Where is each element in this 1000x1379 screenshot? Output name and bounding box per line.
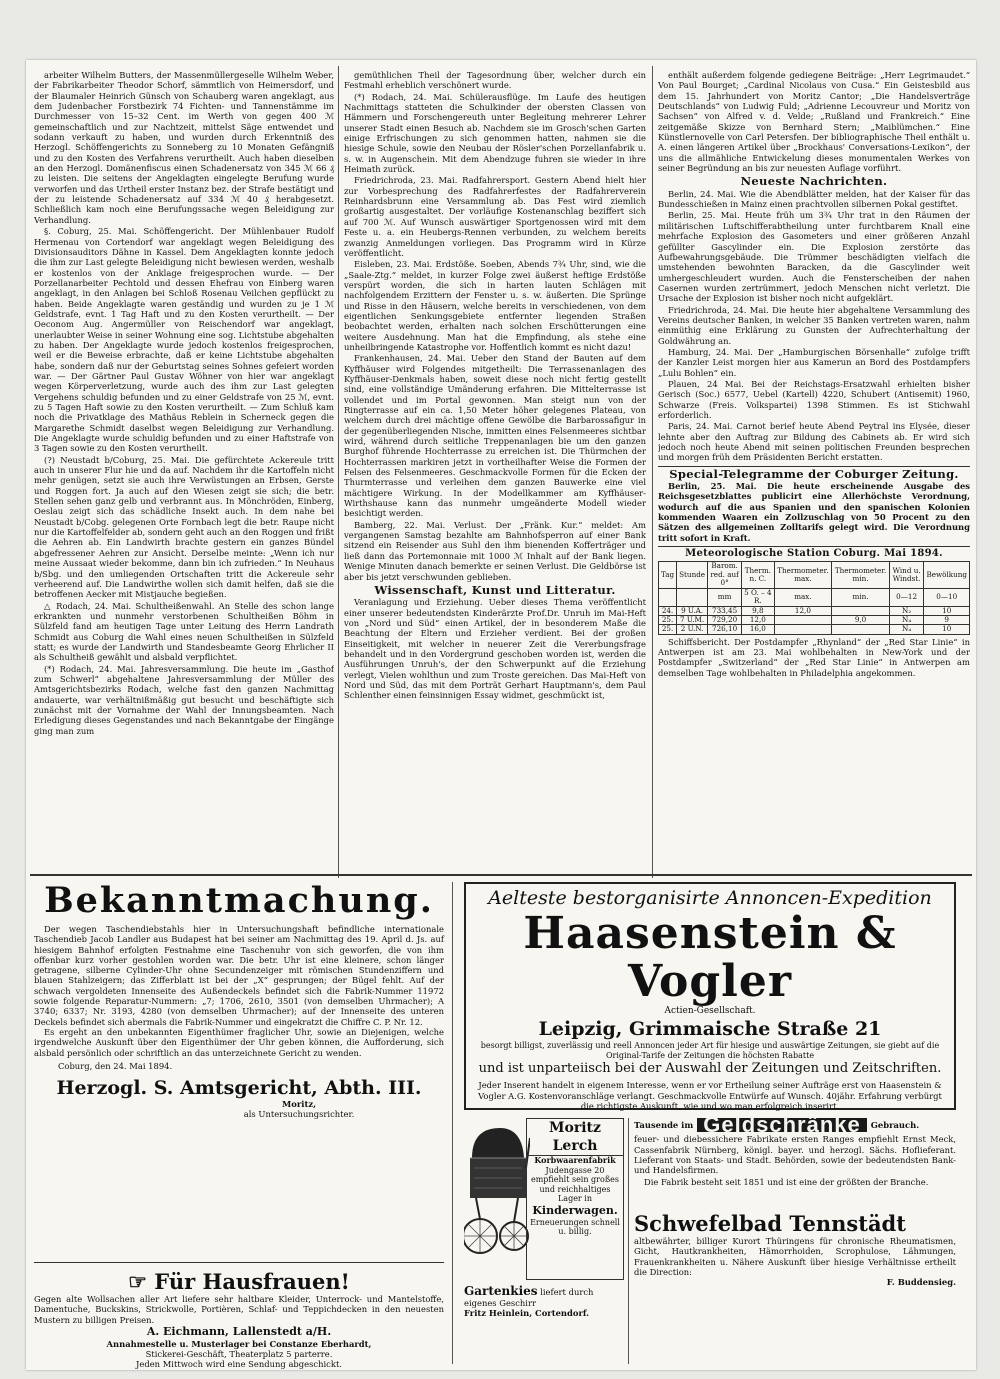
column-2 <box>344 70 646 870</box>
ad-line: Kinderwagen. <box>532 1203 618 1217</box>
table-header: Stunde <box>677 562 708 588</box>
column-3 <box>658 70 970 878</box>
table-cell <box>832 625 890 634</box>
table-cell: 9,0 <box>832 615 890 624</box>
ad-schwefelbad <box>634 1212 956 1352</box>
news-item: Plauen, 24 Mai. Bei der Reichstags-Ersatzwahl erhielten bisher Gerisch (Soc.) 6577, Uebel (Kartell) 4220, Schubert (Antisemit) 1960, Schwarze (Freis. Volkspartei) 1398 Stimmen. Es ist Stichwahl erforderlich. <box>658 378 970 420</box>
table-cell: 24. <box>659 606 677 615</box>
table-cell: 12,0 <box>774 606 832 615</box>
table-header: Thermometer. max. <box>774 562 832 588</box>
table-cell <box>832 606 890 615</box>
ad-signer: Moritz, <box>282 1099 316 1110</box>
table-row <box>659 615 970 624</box>
news-item: Paris, 24. Mai. Carnot berief heute Abend Peytral ins Elysée, dieser lehnte aber den Auftrag zur Bildung des Cabinets ab. Er wird sich jedoch noch heute Abend mit seinen politischen Freunden besprechen und morgen früh dem Präsidenten Bericht erstatten. <box>658 421 970 463</box>
ad-divider <box>34 1262 444 1263</box>
article-paragraph: (*) Rodach, 24. Mai. Schülerausflüge. Im Laufe des heutigen Nachmittags statteten die Schulkinder der obersten Classen von Hämmern und Forschengereuth unter Begleitung mehrerer Lehrer unserer Stadt einen Besuch ab. Nachdem sie im Grosch'schen Garten einige Erfrischungen zu sich genommen hatten, nahmen sie die hiesige Schule, sowie den Neubau der Rösler'schen Porzellanfabrik u. s. w. in Augenschein. Mit dem Abendzuge fuhren sie wieder in ihre Heimath zurück. <box>344 91 646 175</box>
table-subheader <box>659 588 677 606</box>
news-item: Hamburg, 24. Mai. Der „Hamburgischen Börsenhalle“ zufolge trifft der Kanzler Leist morgen hier aus Kamerun an Bord des Postdampfers „Lulu Bohlen“ ein. <box>658 346 970 378</box>
column-divider <box>652 66 653 878</box>
ad-signer: F. Buddensieg. <box>886 1277 956 1288</box>
ad-line: besorgt billigst, zuverlässig und reell Annoncen jeder Art für hiesige und auswärtige Zeitungen, sie giebt auf die Original-Tarife der Zeitungen die höchsten Rabatte <box>480 1041 940 1060</box>
table-cell: N₄ <box>889 625 924 634</box>
ad-line: Korbwaarenfabrik <box>534 1155 616 1165</box>
table-header: Bewölkung <box>924 562 970 588</box>
table-cell: 10 <box>924 625 970 634</box>
ad-line: liefert durch eigenes Geschirr <box>464 1287 594 1308</box>
table-cell: 733,45 <box>708 606 742 615</box>
table-cell: 2 U.N. <box>677 625 708 634</box>
news-item: Friedrichroda, 24. Mai. Die heute hier abgehaltene Versammlung des Vereins deutscher Banken, in welcher 35 Banken vertreten waren, nahm einmüthig eine Erklärung zu Gunsten der Aufrechterhaltung der Goldwährung an. <box>658 304 970 346</box>
article-paragraph: Eisleben, 23. Mai. Erdstöße. Soeben, Abends 7¾ Uhr, sind, wie die „Saale-Ztg.“ meldet, in kurzer Folge zwei äußerst heftige Erdstöße verspürt worden, die sich in harten lauten Schlägen mit nachfolgendem Erzittern der Fenster u. s. w. äußerten. Die Sprünge und Risse in den Häusern, welche bereits in verschiedenen, von dem eigentlichen Senkungsgebiete entfernter liegenden Straßen beobachtet werden, erhalten nach solchen Erschütterungen eine weitere Ausdehnung. Man hat die Empfindung, als stehe eine unheilbringende Katastrophe vor. Hoffentlich kommt es nicht dazu! <box>344 259 646 352</box>
ad-line: Erneuerungen schnell u. billig. <box>530 1217 620 1236</box>
ad-gartenkies <box>464 1286 624 1366</box>
ad-line: Die Fabrik besteht seit 1851 und ist eine der größten der Branche. <box>644 1177 929 1188</box>
table-header: Tag <box>659 562 677 588</box>
ad-body: Gegen alte Wollsachen aller Art liefere sehr haltbare Kleider, Unterrock- und Mantelstoffe, Damentuche, Buckskins, Strickwolle, Portièren, Schlaf- und Teppichdecken in den neuesten Mustern zu billigen Preisen. <box>34 1294 444 1325</box>
ad-line: Jeder Inserent handelt in eigenem Interesse, wenn er vor Ertheilung seiner Aufträge erst von Haasenstein & Vogler A.G. Kostenvoranschläge verlangt. Geschmackvolle Entwürfe auf Wunsch. 40jähr. Erfahrung verbürgt die richtigste Auskunft, wie und wo man erfolgreich inserirt. <box>478 1080 942 1111</box>
table-cell: 10 <box>924 606 970 615</box>
table-subheader: 0—12 <box>889 588 924 606</box>
telegram: Berlin, 25. Mai. Die heute erscheinende Ausgabe des Reichsgesetzblattes publicirt eine Allerhöchste Verordnung, wodurch auf die aus Spanien und den spanischen Kolonien kommenden Waaren ein Zollzuschlag von 50 Procent zu den Sätzen des allgemeinen Zolltarifs gelegt wird. Die Verordnung tritt sofort in Kraft. <box>658 481 970 543</box>
ad-hausfrauen <box>34 1269 444 1370</box>
ad-signer-role: als Untersuchungsrichter. <box>243 1109 355 1120</box>
article-paragraph: Veranlagung und Erziehung. Ueber dieses Thema veröffentlicht einer unserer bedeutendsten Kinderärzte Prof.Dr. Unruh im Mai-Heft von „Nord und Süd“ einen Artikel, der in besonderem Maße die Beachtung der Eltern und Erzieher verdient. Bei der großen Einseitigkeit, mit welcher in neuerer Zeit die Vererbungsfrage behandelt und in den Vordergrund geschoben worden ist, werden die Ausführungen Unruh's, der den Schwerpunkt auf die Erziehung verlegt, Vielen wohlthun und zum Troste gereichen. Das Mai-Heft von Nord und Süd, das mit dem Porträt Gerhart Hauptmann's, dem Paul Schlenther einen feinsinnigen Essay widmet, geschmückt ist, <box>344 597 646 701</box>
ad-line: Actien-Gesellschaft. <box>664 1006 756 1016</box>
ad-body: Es ergeht an den unbekannten Eigenthümer fraglicher Uhr, sowie an Diejenigen, welche irgendwelche Auskunft über den Eigenthümer der Uhr geben können, die Aufforderung, sich alsbald persönlich oder schriftlich an das unterzeichnete Gericht zu wenden. <box>34 1026 444 1058</box>
table-cell: 9 <box>924 615 970 624</box>
article-paragraph: Schiffsbericht. Der Postdampfer „Rhynland“ der „Red Star Linie“ in Antwerpen ist am 23. Mai wohlbehalten in New-York und der Postdampfer „Switzerland“ der „Red Star Linie“ in Antwerpen am demselben Tage wohlbehalten in Philadelphia angekommen. <box>658 636 970 678</box>
ad-line: und ist unparteiisch bei der Auswahl der Zeitungen und Zeitschriften. <box>478 1061 942 1076</box>
table-subheader: 0—10 <box>924 588 970 606</box>
table-header: Therm. n. C. <box>742 562 774 588</box>
table-row <box>659 625 970 634</box>
article-paragraph: (*) Rodach, 24. Mai. Jahresversammlung. Die heute im „Gasthof zum Schwerl“ abgehaltene Jahresversammlung der Müller des Amtsgerichtsbezirks Rodach, welche fast den ganzen Nachmittag andauerte, war verhältnißmäßig gut besucht und beschäftigte sich zunächst mit der Vornahme der Wahl der Innungsbeamten. Nach Erledigung dieses Gegenstandes und nach Bekanntgabe der Eingänge ging man zum <box>34 663 334 736</box>
table-subheader <box>677 588 708 606</box>
ad-moritz-lerch <box>526 1118 624 1280</box>
section-divider <box>30 874 972 876</box>
table-cell: 729,20 <box>708 615 742 624</box>
table-cell: 9 U.A. <box>677 606 708 615</box>
ad-line: Judengasse 20 <box>545 1165 605 1175</box>
table-cell <box>774 625 832 634</box>
table-header: Wind u. Windst. <box>889 562 924 588</box>
article-paragraph: Bamberg, 22. Mai. Verlust. Der „Fränk. Kur.“ meldet: Am vergangenen Samstag bezahlte am Bahnhofsperron auf einer Bank sitzend ein Reisender aus Suhl den ihm bienenden Kofferträger und ließ dann das Portemonnaie mit 1000 ℳ Inhalt auf der Bank liegen. Wenige Minuten danach bemerkte er seinen Verlust. Die Geldbörse ist aber bis jetzt verschwunden geblieben. <box>344 519 646 582</box>
ad-date: Coburg, den 24. Mai 1894. <box>58 1060 173 1071</box>
table-header: Thermometer. min. <box>832 562 890 588</box>
table-cell: 7 U.M. <box>677 615 708 624</box>
ad-column-divider <box>628 1118 629 1364</box>
ad-title: Haasenstein & Vogler <box>523 908 897 1007</box>
ad-column-divider <box>452 882 453 1364</box>
ad-title: ☞ Für Hausfrauen! <box>128 1269 350 1294</box>
table-subheader: mm <box>708 588 742 606</box>
ad-address: Leipzig, Grimmaische Straße 21 <box>538 1018 882 1040</box>
article-paragraph: enthält außerdem folgende gediegene Beiträge: „Herr Legrimaudet.“ Von Paul Bourget; „Cardinal Nicolaus von Cusa.“ Ein Geistesbild aus dem 15. Jahrhundert von Moritz Cantor; „Die Handelsverträge Deutschlands“ von Ludwig Fuld; „Adrienne Lecouvreur und Moritz von Sachsen“ von Alfred v. d. Velde; „Rußland und Frankreich.“ Eine zeitgemäße Skizze von Bernhard Stern; „Maiblümchen.“ Eine Künstlernovelle von Carl Petersfen. Der bibliographische Theil enthält u. A. einen längeren Artikel über „Brockhaus' Conversations-Lexikon“, der uns die allmähliche Entwickelung dieses monumentalen Werkes von seiner Begründung an bis zur neuesten Auflage vorführt. <box>658 70 970 174</box>
article-paragraph: §. Coburg, 25. Mai. Schöffengericht. Der Mühlenbauer Rudolf Hermenau von Cortendorf war angeklagt wegen Beleidigung des Divisionsauditors Dähne in Kassel. Dem Angeklagten konnte jedoch die ihm zur Last gelegte Beleidigung nicht bewiesen werden, weshalb er kostenlos von der Anklage freigesprochen wurde. — Der Porzellanarbeiter Pechtold und dessen Ehefrau von Einberg waren angeklagt, in den Anlagen bei Schloß Rosenau Veilchen gepflückt zu haben. Beide Angeklagte waren geständig und wurden zu je 1 ℳ Geldstrafe, evnt. 1 Tag Haft und zu den Kosten verurtheilt. — Der Oeconom Aug. Angermüller von Reischendorf war angeklagt, unerlaubter Weise in seiner Wohnung eine sog. Lichtstube abgehalten zu haben. Der Angeklagte wurde jedoch kostenlos freigesprochen, weil er die Beweise erbrachte, daß er keine Lichtstube abgehalten habe, sondern daß nur der Geburtstag seines Sohnes gefeiert worden war. — Der Gärtner Paul Gustav Wöhner von hier war angeklagt wegen Körperverletzung, wurde auch des ihm zur Last gelegten Vergehens schuldig befunden und zu einer Geldstrafe von 25 ℳ, evnt. zu 5 Tagen Haft sowie zu den Kosten verurtheilt. — Zum Schluß kam noch die Privatklage des Mathäus Reblein in Scherneck gegen die Margarethe Schmidt daselbst wegen Beleidigung zur Verhandlung. Die Angeklagte wurde schuldig befunden und zu einer Haftstrafe von 3 Tagen sowie zu den Kosten verurtheilt. <box>34 226 334 454</box>
table-row <box>659 606 970 615</box>
ad-line: Gebrauch. <box>870 1120 920 1130</box>
pram-icon <box>464 1118 530 1268</box>
ad-title: Schwefelbad Tennstädt <box>634 1211 906 1236</box>
ad-body: altbewährter, billiger Kurort Thüringens für chronische Rheumatismen, Gicht, Hautkrankheiten, Hämorrhoiden, Scrophulose, Lähmungen, Frauenkrankheiten u. Nähere Auskunft über hiesige Verhältnisse ertheilt die Direction: <box>634 1236 956 1277</box>
table-cell: N₄ <box>889 615 924 624</box>
ad-geldschraenke <box>634 1112 956 1208</box>
article-paragraph: Friedrichroda, 23. Mai. Radfahrersport. Gestern Abend hielt hier zur Vorbesprechung des Radfahrerfestes der Radfahrerverein Reinhardsbrunn eine Versammlung ab. Das Fest wird ziemlich großartig ausgestaltet. Der vorläufige Kostenanschlag beziffert sich auf 700 ℳ. Auf Wunsch auswärtiger Sportgenossen wird mit dem Feste u. a. ein Heubergs-Rennen verbunden, zu welchem bereits zwanzig Anmeldungen vorliegen. Das Programm wird in Kürze veröffentlicht. <box>344 175 646 258</box>
ad-firm: Fritz Heinlein, Cortendorf. <box>464 1308 590 1318</box>
article-paragraph: Frankenhausen, 24. Mai. Ueber den Stand der Bauten auf dem Kyffhäuser wird Folgendes mitgetheilt: Die Terrassenanlagen des Kyffhäuser-Denkmals haben, soweit diese noch nicht fertig gestellt sind, eine vollständige Umänderung erfahren. Die Mittelterrasse ist vollendet und im Portal gewonnen. Man steigt nun von der Ringterrasse auf ein ca. 1,50 Meter höher gelegenes Plateau, von welchem durch drei mächtige offene Gewölbe die Barbarossafigur in der gegenüberliegenden Nische, inmitten eines Felsenmeeres sichtbar wird, während durch seitliche Treppenanlagen bie um den ganzen Burghof führende Hochterrasse zu erreichen ist. Die Thürmchen der Hochterrassen markiren jetzt in vortheilhafter Weise die Formen der Felsen des Felsenmeeres. Geschmackvolle Formen für die Ecken der Thurmterrasse und verleihen dem ganzen Bauwerke eine viel mächtigere Wirkung. In der Modellkammer am Kyffhäuser-Wirthshause kann das nunmehr umgeänderte Modell wieder besichtigt werden. <box>344 353 646 519</box>
news-item: Berlin, 25. Mai. Heute früh um 3¾ Uhr trat in den Räumen der militärischen Luftschifferabtheilung unter furchtbarem Knall eine mehrfache Explosion des Gasometers und einer größeren Anzahl gefüllter Gascylinder ein. Die Explosion zerstörte das Aufbewahrungsgebäude. Die Trümmer beschädigten vielfach die umstehenden bewohnten Baracken, da die Gascylinder weit umhergeschleudert wurden. Auch die Fensterscheiben der nahen Casernen wurden zertrümmert, jedoch Menschen nicht verletzt. Die Ursache der Explosion ist bisher noch nicht aufgeklärt. <box>658 210 970 304</box>
ad-title: Moritz Lerch <box>527 1119 623 1156</box>
table-cell: 25. <box>659 615 677 624</box>
table-subheader: 5 O. – 4 R. <box>742 588 774 606</box>
ad-line: Aelteste bestorganisirte Annoncen-Expedition <box>488 887 932 909</box>
ad-body: Der wegen Taschendiebstahls hier in Untersuchungshaft befindliche internationale Taschendieb Jacob Landler aus Budapest hat bei seiner am Nachmittag des 19. April d. Js. auf hiesigem Bahnhof erfolgten Festnahme eine Taschenuhr von sich geworfen, die von ihm offenbar kurz vorher gestohlen worden war. Die betr. Uhr ist eine kleinere, schon länger getragene, silberne Cylinder-Uhr ohne Secundenzeiger mit römischen Stundenziffern und blauen Stahlzeigern; das Zifferblatt ist bei der „X“ gesprungen; der Bügel fehlt. Auf der schwach vergoldeten Innenseite des Außendeckels befindet sich die Fabrik-Nummer 11972 sowie folgende Reparatur-Nummern: „7; 1706, 2610, 3501 (von demselben Uhrmacher); A 3740; 6337; Nr. 3193, 4280 (von demselben Uhrmacher); auf der Innenseite des unteren Deckels befindet sich abermals die Fabrik-Nummer und eingekratzt die Chiffre C. P. Nr. 12. <box>34 924 444 1027</box>
ad-line: Annahmestelle u. Musterlager bei Constanze Eberhardt, <box>106 1338 372 1349</box>
article-paragraph: gemüthlichen Theil der Tagesordnung über, welcher durch ein Festmahl erheblich verschönert wurde. <box>344 70 646 91</box>
article-paragraph: △ Rodach, 24. Mai. Schultheißenwahl. An Stelle des schon lange erkrankten und nunmehr verstorbenen Schultheißen Böhm in Sülzfeld fand am heutigen Tage unter Leitung des Herrn Landrath Schmidt aus Coburg die Wahl eines neuen Schultheißen in Sülzfeld statt; es wurde der Landwirth und Standesbeamte Georg Ehrlicher II als Schultheiß gewählt und alsbald verpflichtet. <box>34 600 334 663</box>
section-title: Wissenschaft, Kunst und Litteratur. <box>374 582 616 597</box>
article-paragraph: (?) Neustadt b/Coburg, 25. Mai. Die gefürchtete Ackereule tritt auch in unserer Flur hie und da auf. Nachdem ihr die Kartoffeln nicht mehr genügen, setzt sie auch ihre Verwüstungen an Erbsen, Gerste und Roggen fort. Ja auch auf den Wiesen zeigt sie sich; die betr. Stellen sehen ganz gelb und verbrannt aus. In Mönchröden, Einberg, Oeslau zeigt sich das schädliche Insekt auch. In dem nahe bei Neustadt b/Cobg. gelegenen Orte Fornbach legt die betr. Raupe nicht nur die Kartoffelfelder ab, sondern geht auch an den Roggen und frißt die Aehren ab. Ein Landwirth brachte gestern ein ganzes Bündel abgefressener Aehren zur Ansicht. Derselbe meinte: „Wenn ich nur meine Aussaat wieder bekomme, dann bin ich zufrieden.“ In Neuhaus b/Sbg. und den umliegenden Ortschaften tritt die Ackereule sehr verheerend auf. Die Landwirthe wollen sich damit helfen, daß sie die betroffenen Aecker mit Mistjauche begießen. <box>34 454 334 600</box>
ad-title: Gartenkies <box>464 1284 538 1298</box>
table-header: Barom. red. auf 0° <box>708 562 742 588</box>
ad-line: Jeden Mittwoch wird eine Sendung abgeschickt. <box>136 1359 342 1370</box>
table-cell: N₂ <box>889 606 924 615</box>
ad-line: empfiehlt sein großes und reichhaltiges Lager in <box>530 1175 620 1203</box>
column-1 <box>34 70 334 870</box>
weather-table <box>658 561 970 634</box>
section-title: Neueste Nachrichten. <box>740 174 888 189</box>
section-title: Special-Telegramme der Coburger Zeitung. <box>658 466 970 479</box>
table-subheader: min. <box>832 588 890 606</box>
ad-title: Bekanntmachung. <box>44 880 434 921</box>
weather-title: Meteorologische Station Coburg. Mai 1894. <box>658 546 970 559</box>
table-cell: 16,0 <box>742 625 774 634</box>
table-subheader: max. <box>774 588 832 606</box>
ad-title: Geldschränke <box>697 1118 867 1132</box>
table-cell: 25. <box>659 625 677 634</box>
ad-firm: A. Eichmann, Lallenstedt a/H. <box>146 1324 332 1338</box>
table-cell: 9,8 <box>742 606 774 615</box>
ad-court: Herzogl. S. Amtsgericht, Abth. III. <box>56 1077 422 1100</box>
ad-bekanntmachung <box>34 882 444 1252</box>
ad-body: feuer- und diebessichere Fabrikate ersten Ranges empfiehlt Ernst Meck, Cassenfabrik Nürnberg, königl. bayer. und herzogl. Sächs. Hoflieferant. Lieferant von Staats- und Stadt. Behörden, sowie der bedeutendsten Bank- und Handelsfirmen. <box>634 1134 956 1176</box>
table-cell: 12,0 <box>742 615 774 624</box>
ad-haasenstein-vogler <box>464 882 956 1110</box>
table-cell <box>774 615 832 624</box>
column-divider <box>338 66 339 878</box>
article-paragraph: arbeiter Wilhelm Butters, der Massenmüllergeselle Wilhelm Weber, der Fabrikarbeiter Theodor Schorf, sämmtlich von Heimersdorf, und der Blaumaler Heinrich Günsch von Schauberg waren angeklagt, aus dem Judenbacher Forstbezirk 74 Fichten- und Tannenstämme im Durchmesser von 15–32 Cent. im Werth von gegen 400 ℳ gemeinschaftlich und zur Nachtzeit, mittelst Säge entwendet und sodann verkauft zu haben, und wurden durch Erkenntniß des Herzogl. Schöffengerichts zu Sonneberg zu 10 Monaten Gefängniß und zu den Kosten des Verfahrens verurtheilt. Auch haben dieselben an den Herzogl. Domänenfiscus einen Schadenersatz von 345 ℳ 66 ₰ zu leisten. Die seitens der Angeklagten eingelegte Berufung wurde verworfen und das Urtheil erster Instanz bez. der Strafe bestätigt und der zu leistende Schadenersatz auf 334 ℳ 40 ₰ herabgesetzt. Schließlich kam noch eine Berufungssache wegen Beleidigung zur Verhandlung. <box>34 70 334 225</box>
ad-line: Tausende im <box>634 1120 694 1130</box>
table-cell: 726,10 <box>708 625 742 634</box>
news-item: Berlin, 24. Mai. Wie die Abendblätter melden, hat der Kaiser für das Bundesschießen in Mainz einen prachtvollen silbernen Pokal gestiftet. <box>658 188 970 210</box>
newspaper-page <box>26 60 976 1370</box>
ad-line: Stickerei-Geschäft, Theaterplatz 5 parterre. <box>145 1349 333 1360</box>
